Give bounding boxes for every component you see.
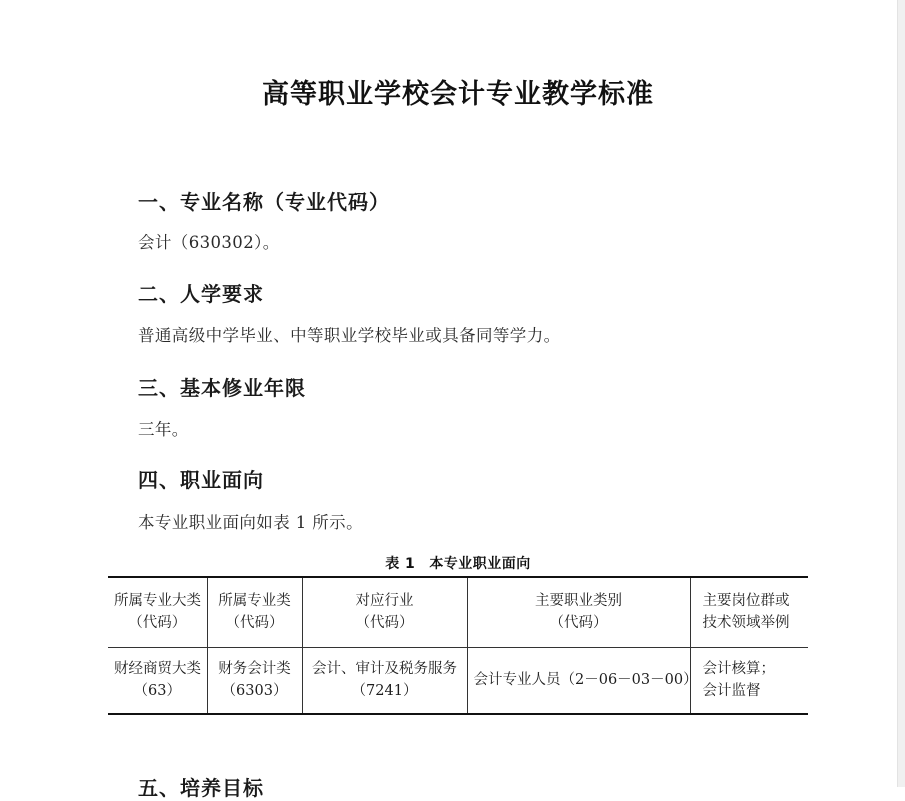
header-line-2: （代码） xyxy=(225,615,284,632)
header-line-2: （代码） xyxy=(549,615,608,632)
table-caption-title: 本专业职业面向 xyxy=(429,556,531,572)
section-body-1: 会计（630302）。 xyxy=(138,233,280,252)
header-line-1: 对应行业 xyxy=(355,593,414,609)
header-line-1: 所属专业类 xyxy=(218,593,291,609)
cell-line-1: 会计专业人员（2－06－03－00） xyxy=(473,672,698,689)
table-header-category xyxy=(207,577,302,647)
cell-industry xyxy=(302,647,467,713)
table-row xyxy=(108,647,808,713)
section-body-3: 三年。 xyxy=(138,420,189,439)
header-line-1: 主要岗位群或 xyxy=(702,593,790,609)
section-heading-4: 四、职业面向 xyxy=(138,468,264,492)
table-header-industry xyxy=(302,577,467,647)
cell-position-examples xyxy=(690,647,808,713)
page-title: 高等职业学校会计专业教学标准 xyxy=(262,79,654,110)
table-header-major-category xyxy=(108,577,207,647)
header-line-1: 所属专业大类 xyxy=(114,593,201,609)
cell-line-1: 会计、审计及税务服务 xyxy=(312,660,457,677)
section-heading-2: 二、人学要求 xyxy=(138,282,264,306)
cell-category xyxy=(207,647,302,713)
cell-line-2: （7241） xyxy=(351,683,418,700)
cell-line-2: （6303） xyxy=(221,683,288,700)
table-header-row xyxy=(108,577,808,647)
cell-line-2: （63） xyxy=(133,683,181,700)
section-heading-1: 一、专业名称（专业代码） xyxy=(138,190,390,214)
cell-occupation-type xyxy=(467,647,698,713)
cell-line-1: 会计核算； xyxy=(702,660,775,677)
cell-line-1: 财经商贸大类 xyxy=(114,660,201,677)
table-caption-label: 表 1 xyxy=(385,556,416,572)
table-header-occupation-type xyxy=(467,577,690,647)
table-header-position-examples xyxy=(690,577,808,647)
cell-line-2: 会计监督 xyxy=(702,683,761,700)
table-caption xyxy=(108,553,808,573)
section-heading-5: 五、培养目标 xyxy=(138,776,264,800)
cell-major-category xyxy=(108,647,207,713)
section-heading-3: 三、基本修业年限 xyxy=(138,376,306,400)
header-line-1: 主要职业类别 xyxy=(535,593,622,609)
document-content xyxy=(108,0,808,800)
section-body-2: 普通高级中学毕业、中等职业学校毕业或具备同等学力。 xyxy=(138,326,561,345)
page-edge-strip xyxy=(897,0,905,787)
header-line-2: （代码） xyxy=(128,615,187,632)
cell-line-1: 财务会计类 xyxy=(218,660,291,677)
header-line-2: （代码） xyxy=(355,615,414,632)
section-body-4: 本专业职业面向如表 1 所示。 xyxy=(138,513,363,532)
occupation-table xyxy=(108,576,808,715)
header-line-2: 技术领域举例 xyxy=(702,615,790,632)
